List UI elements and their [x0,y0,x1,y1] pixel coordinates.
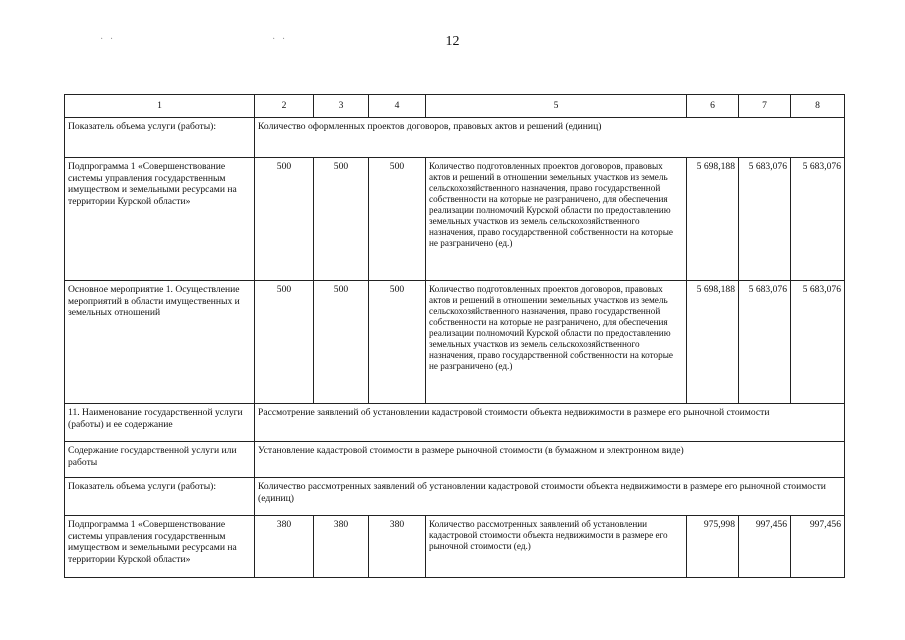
row-span-text: Количество рассмотренных заявлений об установлении кадастровой стоимости объекта недвижимости в размере его рыночной стоимости (единиц) [255,478,845,516]
table-row [65,281,845,404]
indicator-description: Количество рассмотренных заявлений об установлении кадастровой стоимости объекта недвижимости в размере его рыночной стоимости (ед.) [426,516,687,578]
column-header: 8 [791,95,845,118]
row-label: Показатель объема услуги (работы): [65,478,255,516]
cell-value: 997,456 [791,516,845,578]
table-row [65,118,845,158]
cell-value: 500 [314,158,369,281]
column-header: 5 [426,95,687,118]
column-header: 1 [65,95,255,118]
row-label: Подпрограмма 1 «Совершенствование системы управления государственным имуществом и земельными ресурсами на территории Курской области» [65,158,255,281]
cell-value: 5 683,076 [791,158,845,281]
table-row [65,404,845,442]
cell-value: 500 [255,281,314,404]
table-row [65,516,845,578]
cell-value: 5 683,076 [739,281,791,404]
cell-value: 5 698,188 [687,281,739,404]
table-row [65,442,845,478]
cell-value: 380 [255,516,314,578]
cell-value: 5 683,076 [739,158,791,281]
cell-value: 5 698,188 [687,158,739,281]
cell-value: 975,998 [687,516,739,578]
column-header: 7 [739,95,791,118]
cell-value: 5 683,076 [791,281,845,404]
cell-value: 500 [314,281,369,404]
indicator-description: Количество подготовленных проектов договоров, правовых актов и решений в отношении земельных участков из земель сельскохозяйственного назначения, право государственной собственности на которые не разграничено, для обеспечения реализации полномочий Курской области по предоставлению земельных участков из земель сельскохозяйственного назначения, право государственной собственности на которые не разграничено (ед.) [426,158,687,281]
row-span-text: Рассмотрение заявлений об установлении кадастровой стоимости объекта недвижимости в размере его рыночной стоимости [255,404,845,442]
table-row [65,478,845,516]
cell-value: 997,456 [739,516,791,578]
scan-mark: · · [272,34,288,45]
column-header: 4 [369,95,426,118]
scan-mark: · · [100,34,116,45]
row-span-text: Установление кадастровой стоимости в размере рыночной стоимости (в бумажном и электронном виде) [255,442,845,478]
table-header-row [65,95,845,118]
page-number: 12 [445,34,460,49]
row-label: Показатель объема услуги (работы): [65,118,255,158]
row-label: 11. Наименование государственной услуги (работы) и ее содержание [65,404,255,442]
cell-value: 380 [369,516,426,578]
row-label: Подпрограмма 1 «Совершенствование системы управления государственным имуществом и земельными ресурсами на территории Курской области» [65,516,255,578]
indicator-description: Количество подготовленных проектов договоров, правовых актов и решений в отношении земельных участков из земель сельскохозяйственного назначения, право государственной собственности на которые не разграничено, для обеспечения реализации полномочий Курской области по предоставлению земельных участков из земель сельскохозяйственного назначения, право государственной собственности на которые не разграничено (ед.) [426,281,687,404]
row-span-text: Количество оформленных проектов договоров, правовых актов и решений (единиц) [255,118,845,158]
row-label: Основное мероприятие 1. Осуществление мероприятий в области имущественных и земельных отношений [65,281,255,404]
column-header: 6 [687,95,739,118]
program-indicators-table [64,94,845,578]
cell-value: 500 [369,158,426,281]
cell-value: 500 [255,158,314,281]
row-label: Содержание государственной услуги или работы [65,442,255,478]
table-row [65,158,845,281]
column-header: 2 [255,95,314,118]
cell-value: 380 [314,516,369,578]
column-header: 3 [314,95,369,118]
cell-value: 500 [369,281,426,404]
